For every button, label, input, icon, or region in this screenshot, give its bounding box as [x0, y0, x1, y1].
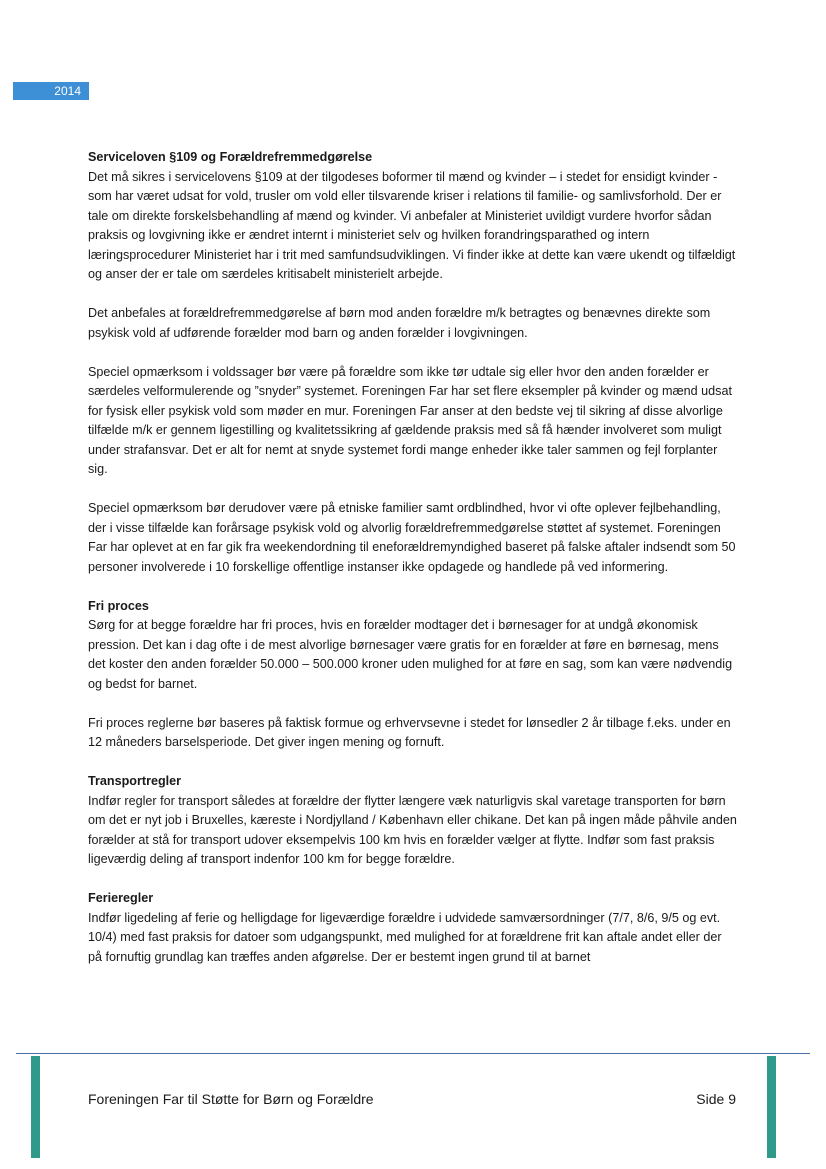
- paragraph: Speciel opmærksom i voldssager bør være på forældre som ikke tør udtale sig eller hvor den anden forælder er særdeles velformulerende og ”snyder” systemet. Foreningen Far har set flere eksempler på kvinder og mænd udsat for fysisk eller psykisk vold som møder en mur. Foreningen Far anser at den bedste vej til sikring af disse alvorlige tilfælde m/k er gennem ligestilling og kvalitetssikring af gældende praksis med så få hænder involveret som muligt under strafansvar. Det er alt for nemt at snyde systemet fordi mange enheder ikke taler sammen og fejl forplanter sig.: [88, 364, 732, 476]
- section-ferieregler: [88, 889, 738, 967]
- section-fri-proces: [88, 597, 738, 753]
- paragraph: Det anbefales at forældrefremmedgørelse af børn mod anden forældre m/k betragtes og benævnes direkte som psykisk vold af udførende forælder mod barn og anden forælder i lovgivningen.: [88, 306, 711, 340]
- section-heading: Serviceloven §109 og Forældrefremmedgørelse: [88, 150, 373, 164]
- section-serviceloven: [88, 148, 738, 577]
- paragraph: Speciel opmærksom bør derudover være på etniske familier samt ordblindhed, hvor vi ofte oplever fejlbehandling, der i visse tilfælde kan forårsage psykisk vold og alvorlig forældrefremmedgørelse støttet af systemet. Foreningen Far har oplevet at en far gik fra weekendordning til eneforældremyndighed baseret på falske aftaler indsendt som 50 personer involverede i 10 forskellige offentlige instanser ikke opdagede og handlede på ved informering.: [88, 501, 736, 574]
- paragraph: Indfør ligedeling af ferie og helligdage for ligeværdige forældre i udvidede samværsordninger (7/7, 8/6, 9/5 og evt. 10/4) med fast praksis for datoer som udgangspunkt, med mulighed for at forældrene frit kan aftale andet eller der på fornuftig grundlag kan træffes anden afgørelse. Der er bestemt ingen grund til at barnet: [88, 910, 722, 964]
- footer-accent-bar-right: [767, 1056, 776, 1158]
- footer-divider: [16, 1053, 810, 1054]
- section-heading: Ferieregler: [88, 891, 154, 905]
- footer-organization: Foreningen Far til Støtte for Børn og Forældre: [88, 1091, 374, 1107]
- document-body: [88, 148, 738, 967]
- paragraph: Indfør regler for transport således at forældre der flytter længere væk naturligvis skal varetage transporten for børn om det er nyt job i Bruxelles, kæreste i Nordjylland / København eller chikane. Det kan på ingen måde påhvile anden forælder at stå for transport udover eksempelvis 100 km hvis en forælder vælger at flytte. Indfør som fast praksis ligeværdig deling af transport indenfor 100 km for begge forældre.: [88, 793, 737, 866]
- section-transportregler: [88, 772, 738, 870]
- footer-accent-bar-left: [31, 1056, 40, 1158]
- section-heading: Transportregler: [88, 774, 182, 788]
- page-number: Side 9: [696, 1091, 736, 1107]
- section-heading: Fri proces: [88, 598, 149, 613]
- paragraph: Det må sikres i servicelovens §109 at der tilgodeses boformer til mænd og kvinder – i stedet for ensidigt kvinder - som har været udsat for vold, trusler om vold eller tilsvarende kriser i relations til familie- og samlivsforhold. Der er tale om direkte forskelsbehandling af mænd og kvinder. Vi anbefaler at Ministeriet uvildigt vurdere hvorfor sådan praksis og lovgivning ikke er ændret internt i ministeriet selv og hvilken forandringsparathed og intern læringsprocedurer Ministeriet har i trit med samfundsudviklingen. Vi finder ikke at dette kan være ukendt og tilfældigt og anser der er tale om særdeles kritisabelt ministerielt arbejde.: [88, 169, 736, 281]
- paragraph: Fri proces reglerne bør baseres på faktisk formue og erhvervsevne i stedet for lønsedler 2 år tilbage f.eks. under en 12 måneders barselsperiode. Det giver ingen mening og fornuft.: [88, 715, 731, 749]
- paragraph: Sørg for at begge forældre har fri proces, hvis en forælder modtager det i børnesager for at undgå økonomisk pression. Det kan i dag ofte i de mest alvorlige børnesager være gratis for en forælder at føre en børnesag, mens det koster den anden forælder 50.000 – 500.000 kroner uden mulighed for at føre en sag, som kan være nødvendig og bedst for barnet.: [88, 618, 733, 691]
- year-tab: 2014: [13, 82, 89, 100]
